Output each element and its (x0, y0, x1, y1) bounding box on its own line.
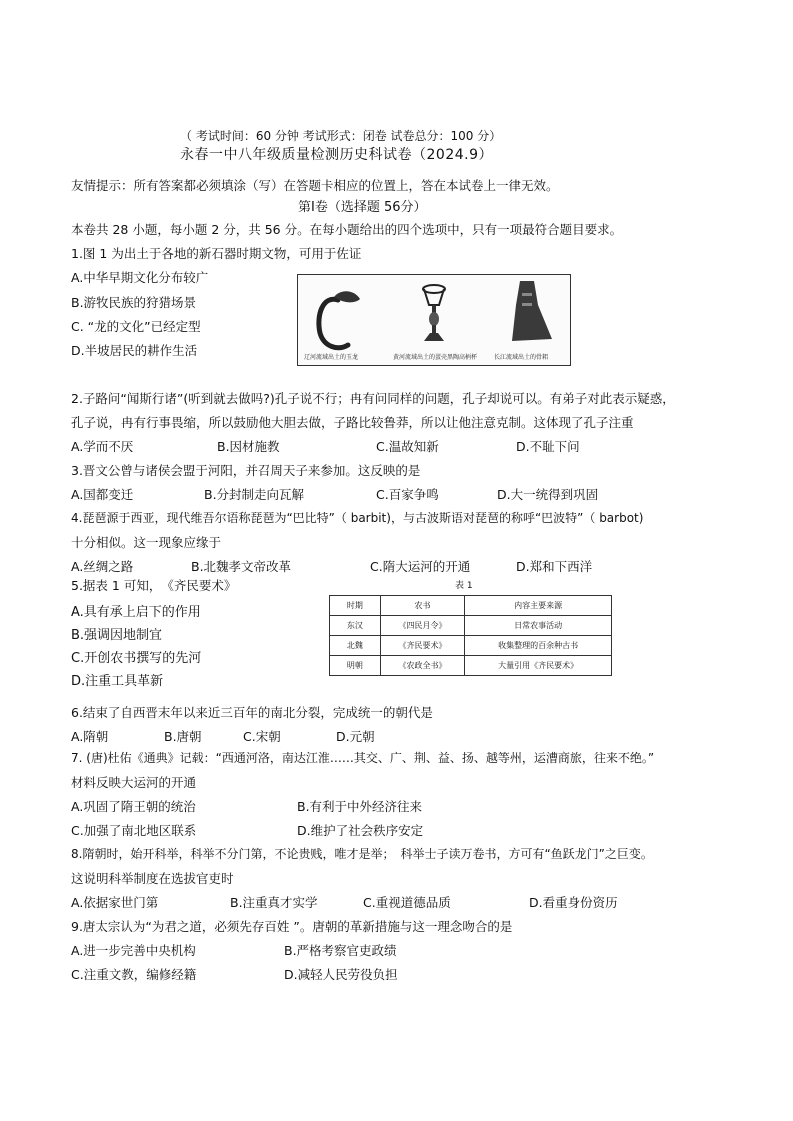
q2-option-a: A.学而不厌 (71, 439, 134, 454)
q8-option-d: D.看重身份资历 (529, 895, 618, 910)
q2-stem-line2: 孔子说，冉有行事畏缩，所以鼓励他大胆去做，子路比较鲁莽，所以让他注意克制。这体现了孔子注重 (71, 415, 634, 430)
q4-stem-line1: 4.琵琶源于西亚，现代维吾尔语称琵琶为“巴比特”（ barbit)，与古波斯语对琵琶的称呼“巴波特”（ barbot) (71, 511, 644, 525)
table-cell: 《四民月令》 (380, 616, 465, 636)
q4-stem-line2: 十分相似。这一现象应缘于 (71, 535, 222, 550)
q7-option-a: A.巩固了隋王朝的统治 (71, 799, 196, 814)
q3-option-c: C.百家争鸣 (376, 487, 439, 502)
exam-title: 永春一中八年级质量检测历史科试卷（2024.9） (180, 147, 493, 163)
q5-option-c: C.开创农书撰写的先河 (71, 651, 202, 666)
table-row (330, 636, 612, 656)
exam-info: （ 考试时间：60 分钟 考试形式：闭卷 试卷总分：100 分） (180, 129, 502, 143)
table-cell: 《农政全书》 (380, 656, 465, 676)
notice: 友情提示：所有答案都必须填涂（写）在答题卡相应的位置上，答在本试卷上一律无效。 (71, 178, 559, 193)
q1-option-c: C. “龙的文化”已经定型 (71, 319, 201, 334)
q8-option-a: A.依据家世门第 (71, 895, 159, 910)
q4-option-a: A.丝绸之路 (71, 559, 134, 574)
figure-1-artifacts (297, 274, 571, 366)
q5-option-a: A.具有承上启下的作用 (71, 605, 201, 620)
table-header: 内容主要来源 (465, 596, 612, 616)
q1-option-b: B.游牧民族的狩猎场景 (71, 295, 197, 310)
q8-stem-line2: 这说明科举制度在选拔官吏时 (71, 871, 234, 886)
table-header: 时期 (330, 596, 381, 616)
q5-stem: 5.据表 1 可知， 《齐民要术》 (71, 578, 237, 593)
q1-option-a: A.中华早期文化分布较广 (71, 270, 209, 285)
q6-option-b: B.唐朝 (164, 729, 202, 744)
section-title: 第Ⅰ卷（选择题 56分） (298, 200, 427, 215)
q3-option-d: D.大一统得到巩固 (497, 487, 599, 502)
q7-option-c: C.加强了南北地区联系 (71, 823, 197, 838)
q7-option-b: B.有利于中外经济往来 (297, 799, 423, 814)
q5-option-d: D.注重工具革新 (71, 674, 164, 689)
q6-option-c: C.宋朝 (243, 729, 281, 744)
q2-stem-line1: 2.子路问“闻斯行诸”(听到就去做吗?)孔子说不行；冉有问同样的问题，孔子却说可以。有弟子对此表示疑惑， (71, 391, 675, 406)
q9-stem: 9.唐太宗认为“为君之道，必须先存百姓 ”。唐朝的革新措施与这一理念吻合的是 (71, 919, 513, 934)
q2-option-b: B.因材施教 (217, 439, 280, 454)
q4-option-c: C.隋大运河的开通 (370, 559, 471, 574)
q4-option-b: B.北魏孝文帝改革 (191, 559, 292, 574)
q9-option-c: C.注重文教，编修经籍 (71, 967, 197, 982)
q8-option-c: C.重视道德品质 (363, 895, 451, 910)
q1-option-d: D.半坡居民的耕作生活 (71, 343, 198, 358)
table-1-caption: 表 1 (455, 581, 473, 591)
q9-option-b: B.严格考察官吏政绩 (284, 943, 397, 958)
table-row (330, 616, 612, 636)
q2-option-d: D.不耻下问 (516, 439, 580, 454)
q6-option-d: D.元朝 (336, 729, 375, 744)
q8-option-b: B.注重真才实学 (230, 895, 318, 910)
table-cell: 《齐民要术》 (380, 636, 465, 656)
table-cell: 明朝 (330, 656, 381, 676)
figure-caption-stem-cup: 黄河流域出土的蛋壳黑陶高柄杯 (393, 354, 478, 361)
q4-option-d: D.郑和下西洋 (516, 559, 593, 574)
table-cell: 东汉 (330, 616, 381, 636)
q6-option-a: A.隋朝 (71, 729, 109, 744)
q3-stem: 3.晋文公曾与诸侯会盟于河阳，并召周天子来参加。这反映的是 (71, 463, 421, 478)
figure-caption-jade-dragon: 辽河流域出土的玉龙 (304, 354, 359, 361)
q9-option-a: A.进一步完善中央机构 (71, 943, 196, 958)
table-header: 农书 (380, 596, 465, 616)
table-cell: 收集整理的百余种古书 (465, 636, 612, 656)
q8-stem-line1: 8.隋朝时，始开科举，科举不分门第，不论贵贱，唯才是举； 科举士子读万卷书，方可有“鱼跃龙门”之巨变。 (71, 847, 653, 861)
q3-option-b: B.分封制走向瓦解 (204, 487, 305, 502)
q5-option-b: B.强调因地制宜 (71, 628, 163, 643)
q2-option-c: C.温故知新 (376, 439, 439, 454)
q7-stem-line2: 材料反映大运河的开通 (71, 775, 197, 790)
table-cell: 北魏 (330, 636, 381, 656)
q7-option-d: D.维护了社会秩序安定 (297, 823, 424, 838)
q3-option-a: A.国都变迁 (71, 487, 134, 502)
table-row (330, 656, 612, 676)
table-cell: 大量引用《齐民要术》 (465, 656, 612, 676)
table-1 (329, 595, 612, 676)
q9-option-d: D.减轻人民劳役负担 (284, 967, 398, 982)
figure-caption-bone-spade: 长江流域出土的骨耜 (494, 354, 549, 361)
q7-stem-line1: 7. (唐)杜佑《通典》记载：“西通河洛，南达江淮……其交、广、荆、益、扬、越等州，运漕商旅，往来不绝。” (71, 751, 655, 765)
table-cell: 日常农事活动 (465, 616, 612, 636)
table-header-row (330, 596, 612, 616)
section-instruction: 本卷共 28 小题，每小题 2 分，共 56 分。在每小题给出的四个选项中，只有一项最符合题目要求。 (71, 222, 623, 237)
q6-stem: 6.结束了自西晋末年以来近三百年的南北分裂，完成统一的朝代是 (71, 705, 433, 720)
q1-stem: 1.图 1 为出土于各地的新石器时期文物，可用于佐证 (71, 246, 362, 261)
